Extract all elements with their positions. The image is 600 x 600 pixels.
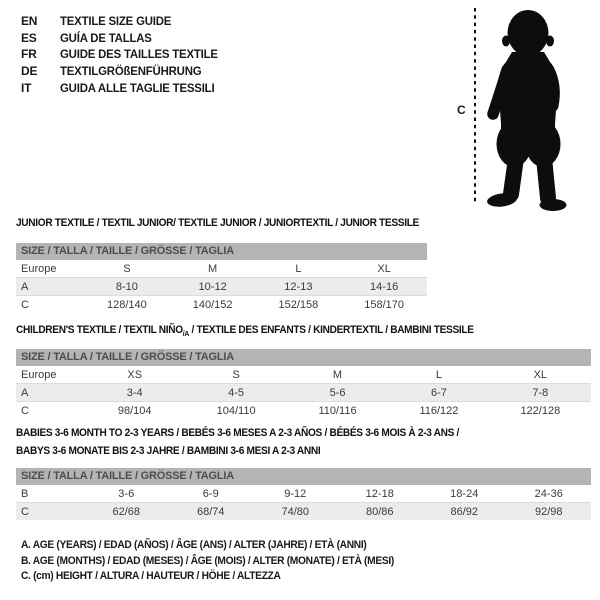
table-row-age xyxy=(16,384,591,402)
row-label: A xyxy=(21,280,29,293)
table-row-age xyxy=(16,278,427,296)
junior-table xyxy=(16,243,427,313)
language-code: FR xyxy=(21,47,37,62)
height-measure-label: C xyxy=(457,103,466,117)
height-cell: 158/170 xyxy=(364,298,404,311)
size-cell: L xyxy=(435,368,442,381)
age-cell: 8-10 xyxy=(115,280,138,293)
age-cell: 3-6 xyxy=(118,487,135,500)
height-cell: 110/116 xyxy=(318,404,357,417)
height-cell: 74/80 xyxy=(281,505,310,518)
table-row-age-months xyxy=(16,485,591,503)
babies-size-table xyxy=(16,423,591,520)
row-label: C xyxy=(21,298,29,311)
height-cell: 98/104 xyxy=(117,404,152,417)
size-cell: XS xyxy=(127,368,143,381)
age-cell: 5-6 xyxy=(329,386,346,399)
height-cell: 86/92 xyxy=(450,505,479,518)
size-cell: L xyxy=(295,262,302,275)
age-cell: 4-5 xyxy=(228,386,245,399)
language-row-it xyxy=(21,79,226,96)
language-code: DE xyxy=(21,64,38,79)
size-cell: S xyxy=(123,262,131,275)
language-title-block xyxy=(21,13,226,96)
size-cell: S xyxy=(232,368,240,381)
row-label: Europe xyxy=(21,368,57,381)
table-row-height xyxy=(16,402,591,419)
age-cell: 9-12 xyxy=(284,487,307,500)
language-row-de xyxy=(21,63,226,80)
guide-title: GUIDE DES TAILLES TEXTILE xyxy=(60,47,218,62)
baby-silhouette-icon xyxy=(455,2,600,214)
language-row-fr xyxy=(21,46,226,63)
babies-table-title-line2: BABYS 3-6 MONATE BIS 2-3 JAHRE / BAMBINI 3-6 MESI A 2-3 ANNI xyxy=(16,445,321,457)
height-cell: 80/86 xyxy=(365,505,394,518)
age-cell: 3-4 xyxy=(126,386,143,399)
age-cell: 18-24 xyxy=(450,487,479,500)
size-header-bar: SIZE / TALLA / TAILLE / GRÖSSE / TAGLIA xyxy=(16,468,591,485)
language-code: EN xyxy=(21,14,38,29)
legend-block xyxy=(21,538,422,585)
guide-title: TEXTILE SIZE GUIDE xyxy=(60,14,172,29)
legend-age-months: B. AGE (MONTHS) / EDAD (MESES) / ÂGE (MOIS) / ALTER (MONATE) / ETÀ (MESI) xyxy=(21,554,394,567)
height-cell: 68/74 xyxy=(196,505,225,518)
table-row-europe xyxy=(16,366,591,384)
age-cell: 14-16 xyxy=(370,280,399,293)
language-code: ES xyxy=(21,30,37,45)
junior-size-table xyxy=(16,213,427,313)
language-row-en xyxy=(21,13,226,30)
table-title-row xyxy=(16,441,591,459)
legend-height: C. (cm) HEIGHT / ALTURA / HAUTEUR / HÖHE / ALTEZZA xyxy=(21,570,281,582)
size-header-bar: SIZE / TALLA / TAILLE / GRÖSSE / TAGLIA xyxy=(16,349,591,366)
title-part: / TEXTILE DES ENFANTS / KINDERTEXTIL / BAMBINI TESSILE xyxy=(189,324,474,336)
guide-title: GUÍA DE TALLAS xyxy=(60,30,152,45)
size-cell: M xyxy=(208,262,218,275)
height-figure xyxy=(455,2,600,214)
age-cell: 24-36 xyxy=(534,487,563,500)
table-title-row xyxy=(16,320,591,338)
row-label: B xyxy=(21,487,29,500)
size-header-bar: SIZE / TALLA / TAILLE / GRÖSSE / TAGLIA xyxy=(16,243,427,260)
babies-table xyxy=(16,468,591,520)
children-table-title xyxy=(16,323,474,338)
title-subscript: /A xyxy=(182,328,190,338)
children-size-table xyxy=(16,320,591,419)
height-cell: 140/152 xyxy=(192,298,233,311)
age-cell: 12-13 xyxy=(284,280,313,293)
height-cell: 152/158 xyxy=(278,298,319,311)
language-code: IT xyxy=(21,80,32,95)
guide-title: GUIDA ALLE TAGLIE TESSILI xyxy=(60,80,215,95)
table-title-row xyxy=(16,423,591,441)
title-part: CHILDREN'S TEXTILE / TEXTIL NIÑO xyxy=(16,324,183,336)
height-cell: 122/128 xyxy=(520,404,561,417)
junior-table-title: JUNIOR TEXTILE / TEXTIL JUNIOR/ TEXTILE JUNIOR / JUNIORTEXTIL / JUNIOR TESSILE xyxy=(16,217,419,229)
row-label: A xyxy=(21,386,29,399)
age-cell: 6-7 xyxy=(430,386,447,399)
size-cell: XL xyxy=(533,368,548,381)
age-cell: 6-9 xyxy=(202,487,219,500)
guide-title: TEXTILGRÖßENFÜHRUNG xyxy=(60,64,202,79)
height-cell: 104/110 xyxy=(216,404,256,417)
height-cell: 62/68 xyxy=(112,505,141,518)
size-cell: M xyxy=(332,368,343,381)
row-label: C xyxy=(21,404,29,417)
height-cell: 128/140 xyxy=(106,298,147,311)
babies-table-title-line1: BABIES 3-6 MONTH TO 2-3 YEARS / BEBÉS 3-6 MESES A 2-3 AÑOS / BÉBÉS 3-6 MOIS À 2-3 ANS / xyxy=(16,427,460,439)
row-label: C xyxy=(21,505,29,518)
table-title-row xyxy=(16,213,427,231)
children-table xyxy=(16,349,591,419)
language-row-es xyxy=(21,30,226,47)
table-row-height xyxy=(16,296,427,313)
row-label: Europe xyxy=(21,262,57,275)
table-row-height xyxy=(16,503,591,520)
height-cell: 92/98 xyxy=(534,505,563,518)
age-cell: 12-18 xyxy=(365,487,394,500)
table-row-europe xyxy=(16,260,427,278)
size-cell: XL xyxy=(377,262,391,275)
legend-age-years: A. AGE (YEARS) / EDAD (AÑOS) / ÂGE (ANS) / ALTER (JAHRE) / ETÀ (ANNI) xyxy=(21,539,367,551)
height-cell: 116/122 xyxy=(419,404,459,417)
age-cell: 7-8 xyxy=(532,386,549,399)
age-cell: 10-12 xyxy=(198,280,227,293)
